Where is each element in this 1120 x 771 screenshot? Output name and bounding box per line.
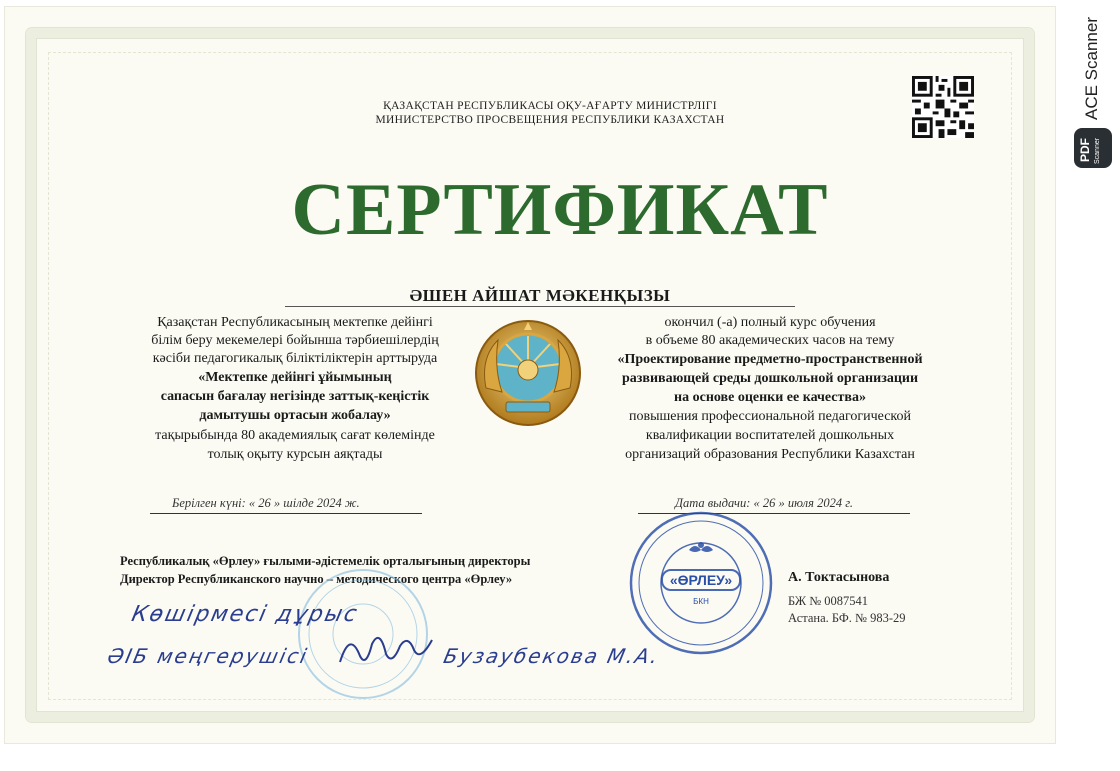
issue-date-ru: Дата выдачи: « 26 » июля 2024 г. xyxy=(675,496,854,510)
kk-line-1: Қазақстан Республикасының мектепке дейінгі xyxy=(157,315,433,330)
signature-mark xyxy=(336,626,436,672)
stamp-bin: БКН xyxy=(693,597,709,606)
ru-line-5: на основе оценки ее качества» xyxy=(674,390,866,405)
stamp-label: «ӨРЛЕУ» xyxy=(669,572,733,588)
director-title-kk: Республикалық «Өрлеу» ғылыми-әдістемелік орталығының директоры xyxy=(120,554,531,568)
qr-code-icon xyxy=(912,76,974,138)
ru-line-6: повышения профессиональной педагогической xyxy=(628,409,912,424)
registration-number: Астана. БФ. № 983-29 xyxy=(788,611,906,625)
kk-line-4: «Мектепке дейінгі ұйымының xyxy=(198,370,392,385)
certificate-title: СЕРТИФИКАТ xyxy=(291,169,829,251)
pdf-icon-label: PDF xyxy=(1078,138,1092,162)
kk-line-7: тақырыбында 80 академиялық сағат көлемінде xyxy=(155,428,435,443)
orleu-stamp xyxy=(626,508,776,658)
kk-line-3: кәсіби педагогикалық біліктіліктерін арттыруда xyxy=(152,351,438,366)
handwritten-copy-note: Көшірмесі дұрыс xyxy=(129,602,361,627)
issue-date-kk: Берілген күні: « 26 » шілде 2024 ж. xyxy=(172,496,360,510)
ru-line-1: окончил (-а) полный курс обучения xyxy=(664,315,876,330)
director-title-ru: Директор Республиканского научно – методического центра «Өрлеу» xyxy=(120,572,513,586)
pdf-scanner-icon xyxy=(1074,128,1112,168)
ru-line-2: в объеме 80 академических часов на тему xyxy=(645,333,895,348)
scanner-app-name: ACE Scanner xyxy=(1082,17,1101,120)
ru-line-4: развивающей среды дошкольной организации xyxy=(621,371,919,386)
date-line-kk xyxy=(150,513,422,514)
pdf-icon-sublabel: Scanner xyxy=(1094,137,1101,164)
kk-line-2: білім беру мекемелері бойынша тәрбиешілердің xyxy=(151,333,439,348)
form-number: БЖ № 0087541 xyxy=(788,594,868,608)
ministry-kk: ҚАЗАҚСТАН РЕСПУБЛИКАСЫ ОҚУ-АҒАРТУ МИНИСТРЛІГІ xyxy=(383,100,717,112)
handwritten-position: ӘІБ меңгерушісі xyxy=(105,644,311,668)
ministry-ru: МИНИСТЕРСТВО ПРОСВЕЩЕНИЯ РЕСПУБЛИКИ КАЗАХСТАН xyxy=(375,114,725,126)
kk-line-6: дамытушы ортасын жобалау» xyxy=(199,408,391,423)
state-emblem-icon xyxy=(472,318,584,428)
ru-line-7: квалификации воспитателей дошкольных xyxy=(645,428,895,443)
director-name: А. Токтасынова xyxy=(788,570,890,585)
handwritten-name: Бузаубекова М.А. xyxy=(441,644,662,668)
kk-line-5: сапасын бағалау негізінде заттық-кеңістік xyxy=(160,389,430,404)
recipient-underline xyxy=(285,306,795,307)
ru-line-8: организаций образования Республики Казахстан xyxy=(625,447,915,462)
recipient-name: ӘШЕН АЙШАТ МӘКЕНҚЫЗЫ xyxy=(409,286,671,305)
kk-line-8: толық оқыту курсын аяқтады xyxy=(207,447,383,462)
ru-line-3: «Проектирование предметно-пространственной xyxy=(617,352,923,367)
